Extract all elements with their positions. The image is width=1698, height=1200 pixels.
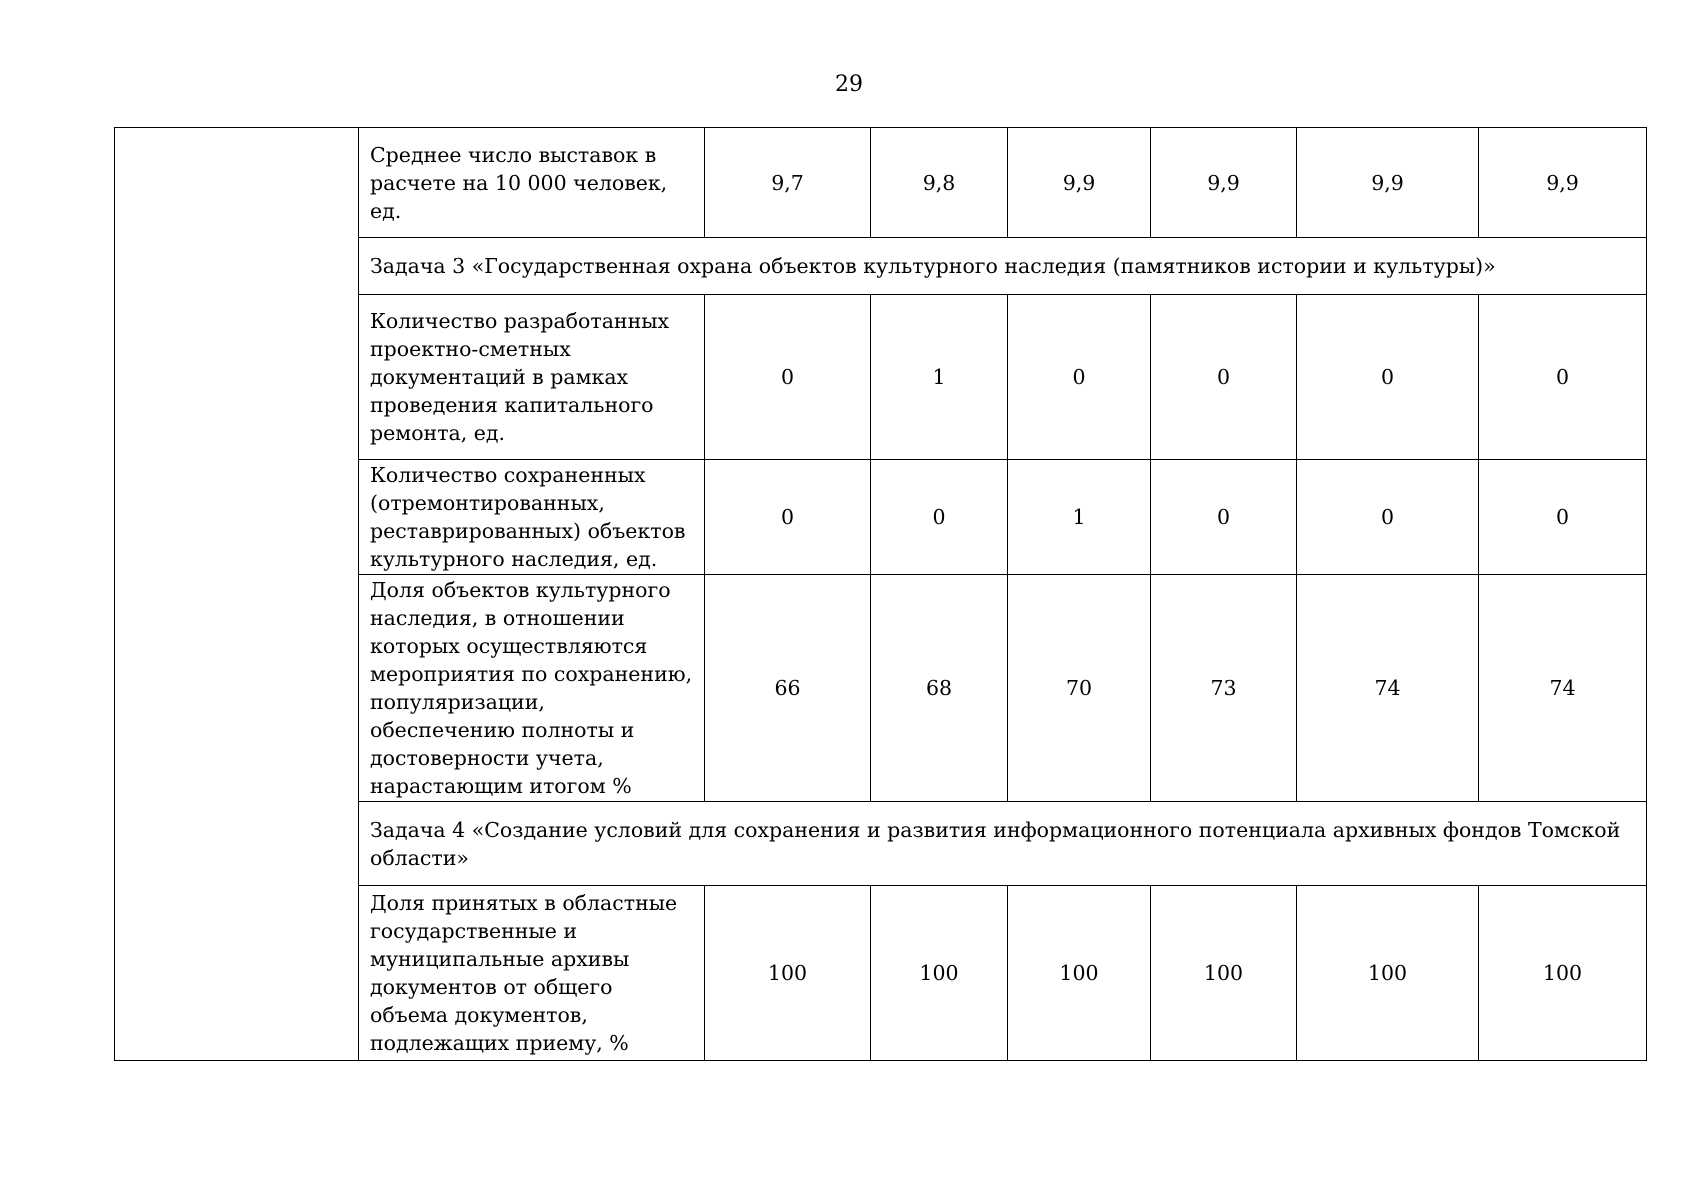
indicator-value: 9,9 (1479, 128, 1647, 238)
indicator-value: 0 (871, 460, 1008, 575)
task-heading: Задача 3 «Государственная охрана объектов культурного наследия (памятников истории и культуры)» (359, 238, 1647, 295)
indicator-value: 0 (1151, 295, 1297, 460)
indicator-value: 0 (705, 460, 871, 575)
indicator-value: 0 (1479, 460, 1647, 575)
page-number: 29 (835, 72, 863, 97)
indicator-value: 68 (871, 575, 1008, 802)
indicator-value: 9,9 (1008, 128, 1151, 238)
indicator-value: 9,8 (871, 128, 1008, 238)
indicator-value: 0 (1297, 460, 1479, 575)
indicator-value: 100 (1297, 886, 1479, 1061)
indicator-value: 1 (871, 295, 1008, 460)
task-heading: Задача 4 «Создание условий для сохранения и развития информационного потенциала архивных фондов Томской области» (359, 802, 1647, 886)
indicator-name: Среднее число выставок в расчете на 10 000 человек, ед. (359, 128, 705, 238)
indicator-value: 73 (1151, 575, 1297, 802)
indicator-value: 1 (1008, 460, 1151, 575)
indicator-value: 0 (1151, 460, 1297, 575)
indicator-value: 0 (1008, 295, 1151, 460)
indicator-value: 66 (705, 575, 871, 802)
indicator-value: 74 (1297, 575, 1479, 802)
table-row (115, 128, 1647, 238)
indicator-value: 100 (1479, 886, 1647, 1061)
indicator-value: 0 (1479, 295, 1647, 460)
indicator-value: 0 (705, 295, 871, 460)
indicator-name: Количество сохраненных (отремонтированных, реставрированных) объектов культурного наследия, ед. (359, 460, 705, 575)
indicators-table (114, 127, 1647, 1061)
indicator-value: 9,9 (1297, 128, 1479, 238)
indicator-value: 9,9 (1151, 128, 1297, 238)
indicator-value: 100 (871, 886, 1008, 1061)
indicator-value: 0 (1297, 295, 1479, 460)
indicator-value: 74 (1479, 575, 1647, 802)
indicator-name: Доля объектов культурного наследия, в отношении которых осуществляются мероприятия по сохранению, популяризации, обеспечению полноты и достоверности учета, нарастающим итогом % (359, 575, 705, 802)
program-cell-empty (115, 128, 359, 1061)
indicator-value: 100 (705, 886, 871, 1061)
indicator-name: Количество разработанных проектно-сметных документаций в рамках проведения капитального ремонта, ед. (359, 295, 705, 460)
indicator-value: 9,7 (705, 128, 871, 238)
indicator-value: 70 (1008, 575, 1151, 802)
indicator-value: 100 (1151, 886, 1297, 1061)
indicator-value: 100 (1008, 886, 1151, 1061)
indicator-name: Доля принятых в областные государственные и муниципальные архивы документов от общего объема документов, подлежащих приему, % (359, 886, 705, 1061)
